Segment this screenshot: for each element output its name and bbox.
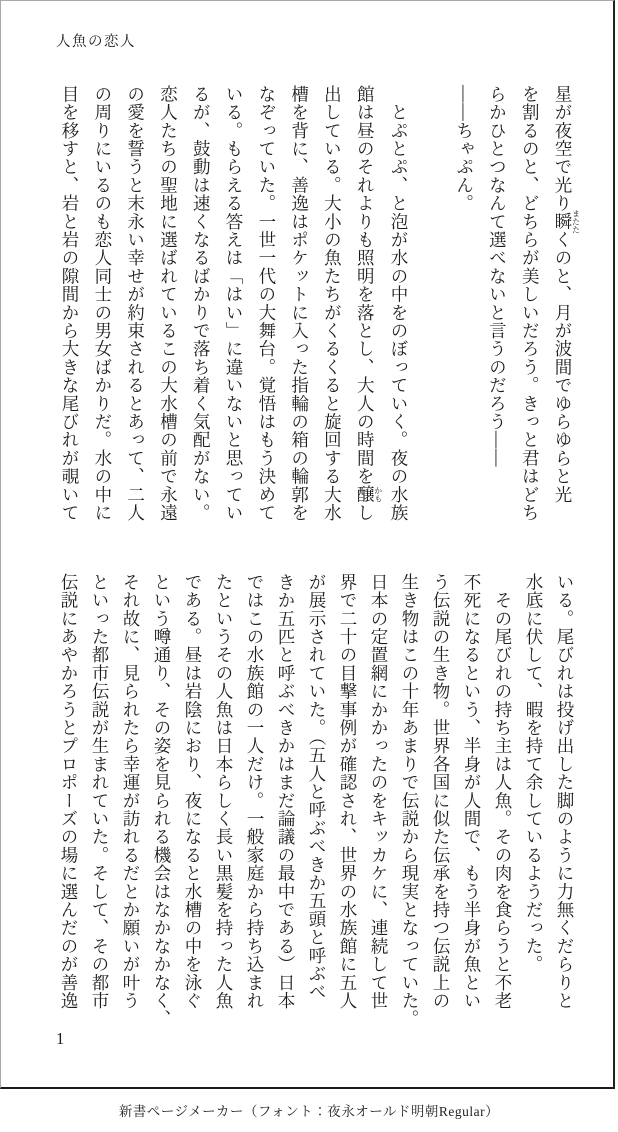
text-line: きか五匹と呼ぶべきかはまだ論議の最中である）日本 bbox=[276, 573, 296, 1010]
text-line: らかひとつなんて選べないと言うのだろう―― bbox=[487, 85, 508, 468]
text-line: の愛を誓うと末永い幸せが約束されるとあって、二人 bbox=[125, 85, 146, 522]
text-line: 界で二十の目撃事例が確認され、世界の水族館に五人 bbox=[338, 573, 358, 1010]
text-line: 水底に伏して、暇を持て余しているようだった。 bbox=[524, 573, 544, 974]
text-line: その尾びれの持ち主は人魚。その肉を食らうと不老 bbox=[493, 573, 513, 1010]
text-line: 恋人たちの聖地に選ばれているこの大水槽の前で永遠 bbox=[158, 85, 179, 522]
text-line: 星が夜空で光り瞬またたくのと、月が波間でゆらゆらと光 bbox=[553, 85, 581, 504]
upper-text-block bbox=[53, 85, 580, 525]
text-line bbox=[415, 85, 448, 525]
text-line: とぷとぷ、と泡が水の中をのぼっていく。夜の水族 bbox=[389, 85, 410, 522]
text-line: が展示されていた。（五人と呼ぶべきか五頭と呼ぶべ bbox=[307, 573, 327, 1002]
text-line: なぞっていた。一世一代の大舞台。覚悟はもう決めて bbox=[256, 85, 277, 522]
text-line: といった都市伝説が生まれていた。そして、その都市 bbox=[90, 573, 110, 1010]
text-line: 館は昼のそれよりも照明を落とし、大人の時間を醸かもし bbox=[355, 85, 383, 522]
text-line: 日本の定置網にかかったのをキッカケに、連続して世 bbox=[369, 573, 389, 1010]
text-line: う伝説の生き物。世界各国に似た伝承を持つ伝説上の bbox=[431, 573, 451, 1010]
text-line: を割るのと、どちらが美しいだろう。きっと君はどち bbox=[520, 85, 541, 522]
text-line: 不死になるという、半身が人間で、もう半身が魚とい bbox=[462, 573, 482, 1010]
text-line: 生き物はこの十年あまりで伝説から現実となっていた。 bbox=[400, 573, 420, 1028]
text-line: である。昼は岩陰におり、夜になると水槽の中を泳ぐ bbox=[183, 573, 203, 1010]
text-line: たというその人魚は日本らしく長い黒髪を持った人魚 bbox=[214, 573, 234, 1010]
footer-caption: 新書ページメーカー（フォント：夜永オールド明朝Regular） bbox=[118, 1104, 500, 1119]
text-line: 槽を背に、善逸はポケットに入った指輪の箱の輪郭を bbox=[289, 85, 310, 522]
lower-text-block bbox=[53, 573, 580, 1028]
text-line: 出している。大小の魚たちがくるくると旋回する大水 bbox=[322, 85, 343, 522]
text-line: ――ちゃぷん。 bbox=[454, 85, 475, 213]
text-line: 伝説にあやかろうとプロポーズの場に選んだのが善逸 bbox=[59, 573, 79, 1010]
text-line: るが、鼓動は速くなるばかりで落ち着く気配がない。 bbox=[191, 85, 212, 522]
page-title: 人魚の恋人 bbox=[56, 34, 136, 50]
text-line: ではこの水族館の一人だけ。一般家庭から持ち込まれ bbox=[245, 573, 265, 1010]
text-line: それ故に、見られたら幸運が訪れるだとか願いが叶う bbox=[121, 573, 141, 1010]
text-line: の周りにいるのも恋人同士の男女ばかりだ。水の中に bbox=[92, 85, 113, 522]
text-line: という噂通り、その姿を見られる機会はなかなかなく、 bbox=[152, 573, 172, 1028]
text-line: いる。もらえる答えは「はい」に違いないと思ってい bbox=[224, 85, 245, 522]
text-line: 目を移すと、岩と岩の隙間から大きな尾びれが覗いて bbox=[60, 85, 81, 522]
page-number: 1 bbox=[56, 1029, 65, 1048]
text-line: いる。尾びれは投げ出した脚のように力無くだらりと bbox=[555, 573, 575, 1010]
